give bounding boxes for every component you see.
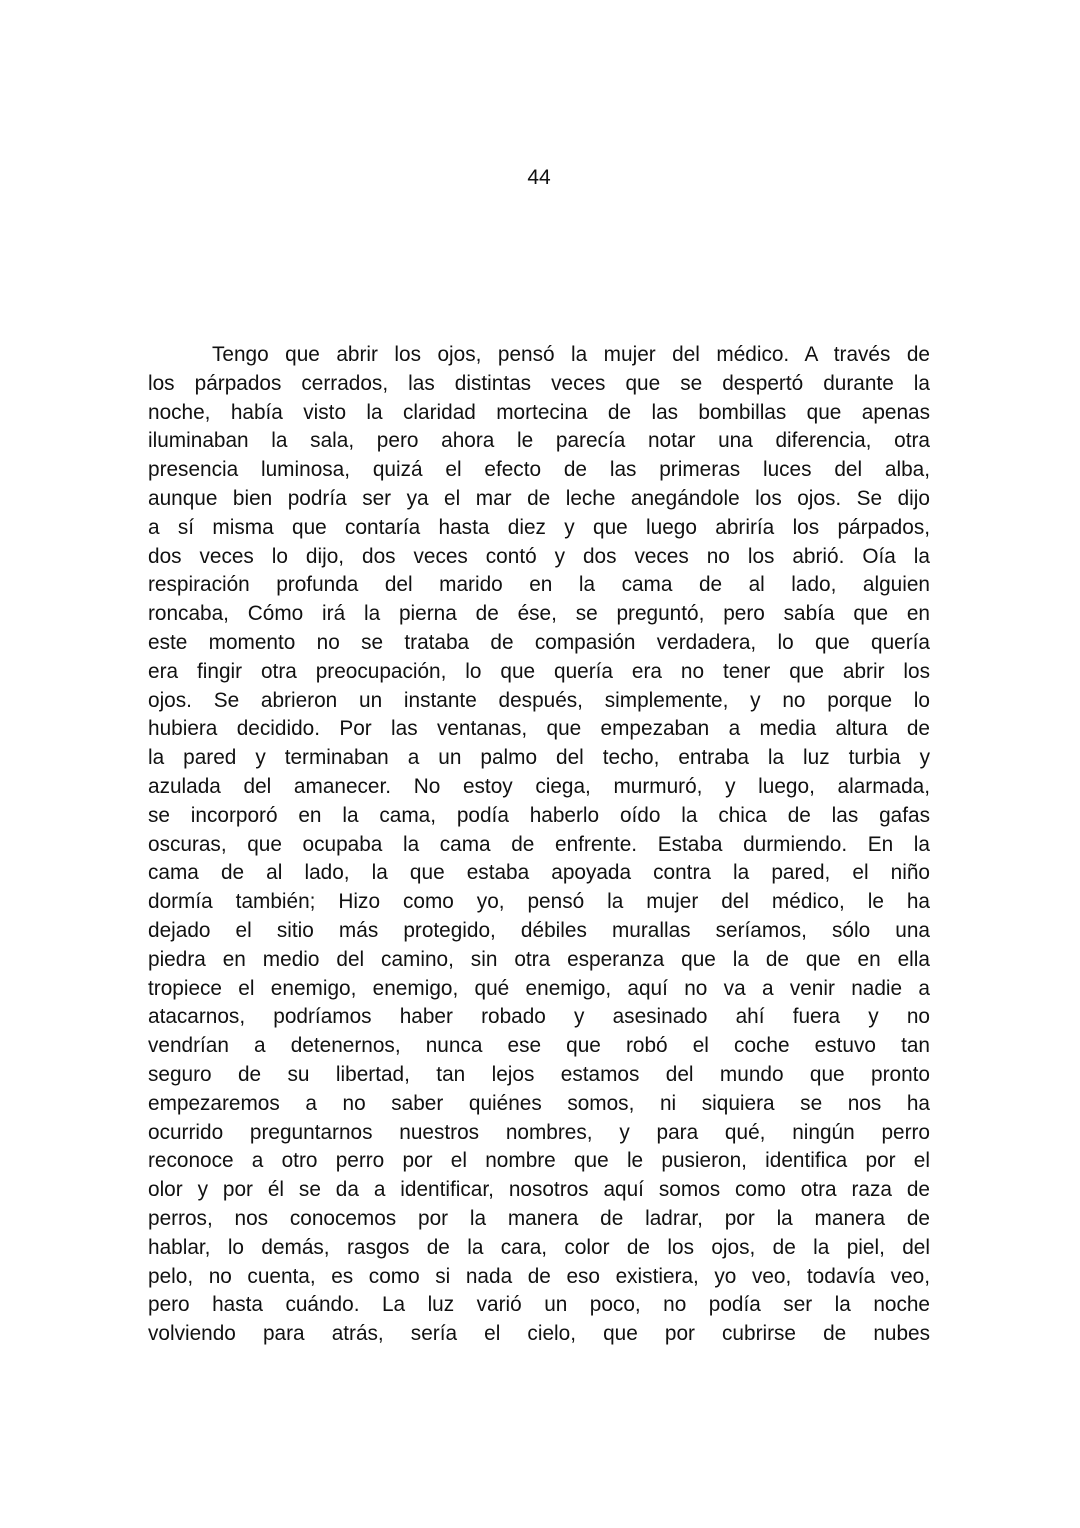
text-line: este momento no se trataba de compasión verdadera, lo que quería xyxy=(148,630,930,654)
text-line: dormía también; Hizo como yo, pensó la mujer del médico, le ha xyxy=(148,890,930,914)
text-line: era fingir otra preocupación, lo que quería era no tener que abrir los xyxy=(148,659,930,683)
text-line: pero hasta cuándo. La luz varió un poco, no podía ser la noche xyxy=(148,1293,930,1317)
text-line: hubiera decidido. Por las ventanas, que empezaban a media altura de xyxy=(148,717,930,741)
text-line: piedra en medio del camino, sin otra esperanza que la de que en ella xyxy=(148,947,930,971)
text-line: dejado el sitio más protegido, débiles murallas seríamos, sólo una xyxy=(148,918,930,942)
text-line: a sí misma que contaría hasta diez y que luego abriría los párpados, xyxy=(148,515,930,539)
text-line: respiración profunda del marido en la cama de al lado, alguien xyxy=(148,573,930,597)
text-line: la pared y terminaban a un palmo del techo, entraba la luz turbia y xyxy=(148,746,930,770)
text-line: noche, había visto la claridad mortecina de las bombillas que apenas xyxy=(148,400,930,424)
text-line: reconoce a otro perro por el nombre que le pusieron, identifica por el xyxy=(148,1149,930,1173)
text-line: pelo, no cuenta, es como si nada de eso existiera, yo veo, todavía veo, xyxy=(148,1264,930,1288)
text-line: presencia luminosa, quizá el efecto de las primeras luces del alba, xyxy=(148,458,930,482)
text-line: olor y por él se da a identificar, nosotros aquí somos como otra raza de xyxy=(148,1178,930,1202)
text-line: oscuras, que ocupaba la cama de enfrente. Estaba durmiendo. En la xyxy=(148,832,930,856)
text-line: aunque bien podría ser ya el mar de leche anegándole los ojos. Se dijo xyxy=(148,486,930,510)
text-line: ojos. Se abrieron un instante después, simplemente, y no porque lo xyxy=(148,688,930,712)
text-line: iluminaban la sala, pero ahora le parecía notar una diferencia, otra xyxy=(148,429,930,453)
text-line: ocurrido preguntarnos nuestros nombres, y para qué, ningún perro xyxy=(148,1120,930,1144)
text-line: dos veces lo dijo, dos veces contó y dos veces no los abrió. Oía la xyxy=(148,544,930,568)
text-line: se incorporó en la cama, podía haberlo oído la chica de las gafas xyxy=(148,803,930,827)
text-line: empezaremos a no saber quiénes somos, ni siquiera se nos ha xyxy=(148,1091,930,1115)
text-line: Tengo que abrir los ojos, pensó la mujer del médico. A través de xyxy=(212,343,930,366)
text-line: azulada del amanecer. No estoy ciega, murmuró, y luego, alarmada, xyxy=(148,774,930,798)
text-line: cama de al lado, la que estaba apoyada contra la pared, el niño xyxy=(148,861,930,885)
text-line: hablar, lo demás, rasgos de la cara, color de los ojos, de la piel, del xyxy=(148,1235,930,1259)
text-line: seguro de su libertad, tan lejos estamos del mundo que pronto xyxy=(148,1062,930,1086)
text-line: roncaba, Cómo irá la pierna de ése, se preguntó, pero sabía que en xyxy=(148,602,930,626)
body-text xyxy=(148,341,930,1349)
text-line: los párpados cerrados, las distintas veces que se despertó durante la xyxy=(148,371,930,395)
text-line: atacarnos, podríamos haber robado y asesinado ahí fuera y no xyxy=(148,1005,930,1029)
text-line: perros, nos conocemos por la manera de ladrar, por la manera de xyxy=(148,1206,930,1230)
page-number: 44 xyxy=(527,166,551,189)
text-line: vendrían a detenernos, nunca ese que robó el coche estuvo tan xyxy=(148,1034,930,1058)
text-line: volviendo para atrás, sería el cielo, que por cubrirse de nubes xyxy=(148,1322,930,1346)
text-line: tropiece el enemigo, enemigo, qué enemigo, aquí no va a venir nadie a xyxy=(148,976,930,1000)
